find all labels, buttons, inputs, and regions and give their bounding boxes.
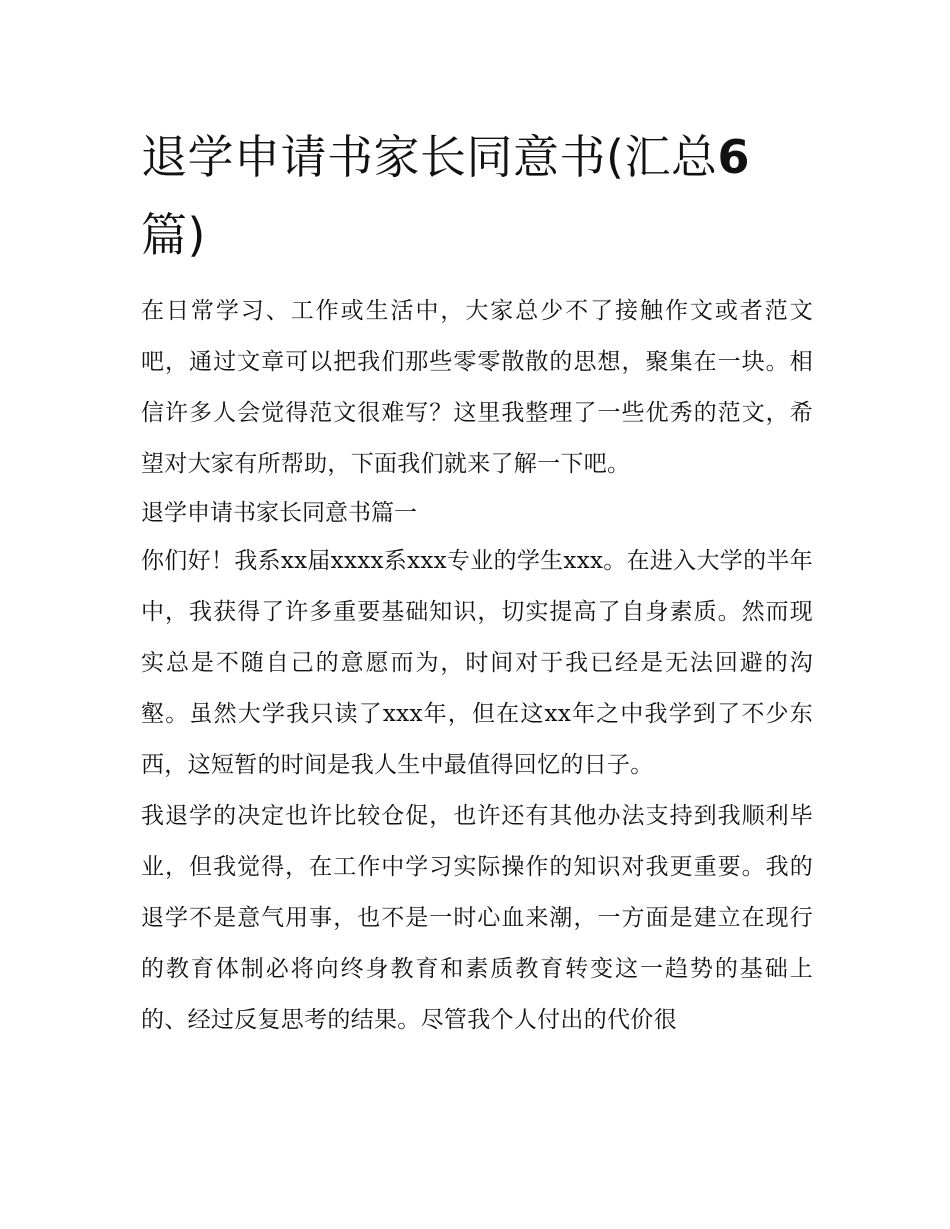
document-title	[141, 118, 813, 274]
title-main-text: 退学申请书家长同意书(汇总	[141, 130, 718, 184]
intro-paragraph: 在日常学习、工作或生活中，大家总少不了接触作文或者范文吧，通过文章可以把我们那些零零散散的思想，聚集在一块。相信许多人会觉得范文很难写？这里我整理了一些优秀的范文，希望对大家有所帮助，下面我们就来了解一下吧。	[141, 298, 813, 477]
body-paragraph-2: 我退学的决定也许比较仓促，也许还有其他办法支持到我顺利毕业，但我觉得，在工作中学习实际操作的知识对我更重要。我的退学不是意气用事，也不是一时心血来潮，一方面是建立在现行的教育体制必将向终身教育和素质教育转变这一趋势的基础上的、经过反复思考的结果。尽管我个人付出的代价很	[141, 803, 813, 1033]
body-paragraph-1: 你们好！我系xx届xxxx系xxx专业的学生xxx。在进入大学的半年中，我获得了许多重要基础知识，切实提高了自身素质。然而现实总是不随自己的意愿而为，时间对于我已经是无法回避的沟壑。虽然大学我只读了xxx年，但在这xx年之中我学到了不少东西，这短暂的时间是我人生中最值得回忆的日子。	[141, 548, 813, 778]
title-end-text: 篇)	[141, 208, 206, 262]
title-number: 6	[717, 130, 750, 184]
document-body	[141, 118, 813, 1046]
section-heading: 退学申请书家长同意书篇一	[141, 500, 417, 526]
